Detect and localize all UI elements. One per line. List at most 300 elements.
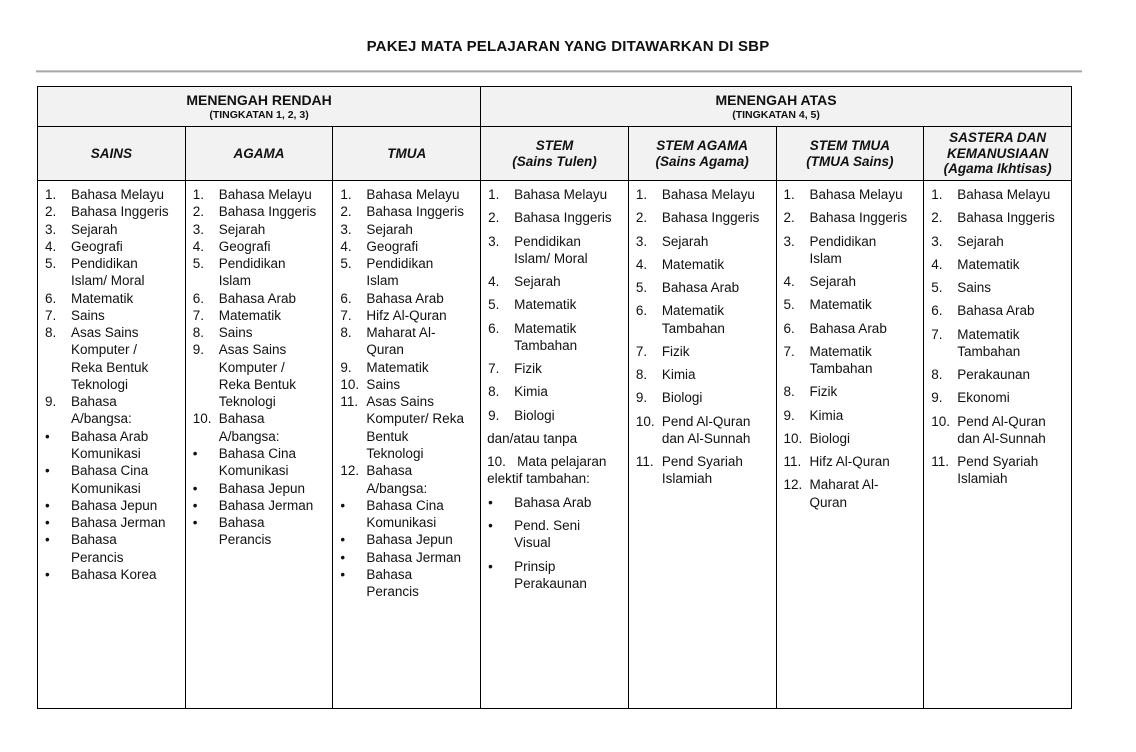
item-marker: 2. xyxy=(488,210,500,226)
subject-item xyxy=(337,307,467,324)
item-marker: 4. xyxy=(45,238,57,254)
item-text: Bahasa Arab xyxy=(809,320,887,336)
item-text: Bahasa Arab xyxy=(661,280,740,296)
level-subtitle: (TINGKATAN 4, 5) xyxy=(732,109,820,121)
item-marker: 10. xyxy=(783,430,803,446)
item-marker: 3. xyxy=(192,221,204,237)
item-marker: 10. xyxy=(340,376,360,392)
subject-item xyxy=(928,453,1058,488)
item-text: Bahasa A/bangsa: xyxy=(218,411,280,444)
subject-item xyxy=(928,389,1058,406)
subject-item xyxy=(928,279,1058,296)
subject-item xyxy=(485,407,615,424)
item-text: Matematik xyxy=(218,307,281,323)
item-marker: 4. xyxy=(488,274,500,290)
subject-item: dan/atau tanpa xyxy=(487,430,578,446)
item-marker: 9. xyxy=(635,390,648,406)
item-text: Pend Al-Quran dan Al-Sunnah xyxy=(661,413,751,446)
item-text: Sains xyxy=(957,280,991,296)
subject-item xyxy=(190,255,320,290)
package-header-line: (Sains Tulen) xyxy=(512,153,597,169)
item-text: Sains xyxy=(71,307,105,323)
item-marker: 7. xyxy=(635,343,648,359)
subject-item xyxy=(485,360,615,377)
item-text: Pend Syariah Islamiah xyxy=(957,454,1039,487)
subject-item xyxy=(633,453,763,488)
item-text: Bahasa Jepun xyxy=(366,532,453,548)
subject-item xyxy=(42,307,172,324)
item-marker: 1. xyxy=(340,187,352,202)
item-marker: 9. xyxy=(45,394,57,410)
subject-item xyxy=(485,320,615,355)
item-marker: 4. xyxy=(340,238,352,254)
item-marker: 10. xyxy=(192,411,212,427)
item-marker: 9. xyxy=(192,342,204,358)
subject-item xyxy=(485,517,615,552)
subject-item xyxy=(42,428,172,463)
subject-item xyxy=(781,430,911,447)
subject-item xyxy=(633,366,763,383)
subject-item xyxy=(190,290,320,307)
subject-item xyxy=(928,326,1058,361)
subject-item xyxy=(190,221,320,238)
subject-list xyxy=(633,186,763,488)
package-header-line: (Agama Ikhtisas) xyxy=(943,161,1052,177)
item-text: Matematik xyxy=(514,297,577,313)
subject-item xyxy=(485,186,615,203)
subject-item xyxy=(485,209,615,226)
subject-item xyxy=(485,233,615,268)
subject-cell-sains xyxy=(38,181,186,709)
title-divider xyxy=(36,70,1082,73)
package-header-line: STEM TMUA xyxy=(809,137,890,153)
item-marker: 1. xyxy=(635,187,648,202)
item-marker: • xyxy=(488,517,493,533)
item-text: Bahasa Jerman xyxy=(71,515,166,531)
item-text: Bahasa Inggeris xyxy=(366,204,464,220)
subject-item xyxy=(781,233,911,268)
package-header-line: AGAMA xyxy=(233,145,285,161)
item-text: Sejarah xyxy=(366,221,413,237)
subject-item xyxy=(633,389,763,406)
item-text: Geografi xyxy=(218,238,271,254)
item-marker: • xyxy=(488,494,493,510)
level-subtitle: (TINGKATAN 1, 2, 3) xyxy=(209,109,309,121)
item-marker: • xyxy=(488,558,493,574)
item-marker: 9. xyxy=(340,359,352,375)
item-text: Pendidikan Islam/ Moral xyxy=(71,256,145,289)
subject-item xyxy=(42,290,172,307)
item-text: Pend Syariah Islamiah xyxy=(661,454,743,487)
item-text: Hifz Al-Quran xyxy=(809,454,890,470)
item-text: Bahasa Melayu xyxy=(809,187,903,202)
item-marker: 12. xyxy=(340,463,360,479)
item-text: Bahasa Melayu xyxy=(366,187,460,202)
item-text: Fizik xyxy=(514,361,542,377)
subject-item xyxy=(337,238,467,255)
item-marker: 1. xyxy=(192,187,204,202)
item-marker: 8. xyxy=(635,367,648,383)
item-marker: 6. xyxy=(931,303,943,319)
item-text: Biologi xyxy=(514,407,555,423)
item-marker: 6. xyxy=(635,303,648,319)
item-marker: 5. xyxy=(340,256,352,272)
subject-packages-table xyxy=(37,86,1072,709)
package-header-tmua xyxy=(333,127,481,181)
item-text: Kimia xyxy=(809,407,844,423)
subject-item xyxy=(337,186,467,203)
item-text: Matematik xyxy=(809,297,872,313)
item-text: Sejarah xyxy=(957,233,1004,249)
item-marker: 8. xyxy=(931,367,943,383)
item-marker: 6. xyxy=(192,290,204,306)
subject-cell-sastera xyxy=(924,181,1072,709)
subject-item xyxy=(928,186,1058,203)
item-marker: 10. xyxy=(931,413,950,429)
subject-item xyxy=(781,209,911,226)
item-text: Matematik xyxy=(366,359,429,375)
subject-item: 10. Mata pelajaran elektif tambahan: xyxy=(487,454,607,487)
subject-item xyxy=(485,558,615,593)
item-marker: 4. xyxy=(783,274,795,290)
item-text: Hifz Al-Quran xyxy=(366,307,447,323)
item-text: Bahasa Melayu xyxy=(957,187,1051,202)
subject-item xyxy=(190,203,320,220)
package-header-stem-tmua xyxy=(776,127,924,181)
package-header-stem-agama xyxy=(628,127,776,181)
subject-item xyxy=(781,476,911,511)
item-marker: 8. xyxy=(488,384,500,400)
item-text: Sains xyxy=(366,376,401,392)
item-text: Asas Sains Komputer / Reka Bentuk Teknologi xyxy=(218,342,296,410)
subject-item xyxy=(781,320,911,337)
subject-list xyxy=(485,186,615,592)
subject-item xyxy=(42,566,172,583)
subject-item xyxy=(781,296,911,313)
item-text: Biologi xyxy=(661,390,703,406)
subject-item xyxy=(337,290,467,307)
item-marker: • xyxy=(192,515,198,531)
item-marker: • xyxy=(340,566,346,582)
item-marker: 8. xyxy=(192,325,204,341)
subject-item xyxy=(190,186,320,203)
subject-item xyxy=(42,221,172,238)
item-text: Sejarah xyxy=(71,221,118,237)
item-text: Pendidikan Islam/ Moral xyxy=(514,233,588,266)
item-marker: 5. xyxy=(783,297,795,313)
item-marker: 2. xyxy=(192,204,204,220)
subject-list xyxy=(928,186,1058,488)
subject-item xyxy=(42,324,172,393)
item-text: Bahasa Melayu xyxy=(661,187,755,202)
level-header-menengah-atas xyxy=(481,87,1072,127)
item-text: Bahasa Korea xyxy=(71,566,157,582)
subject-item xyxy=(633,279,763,296)
subject-cell-tmua xyxy=(333,181,481,709)
item-marker: 1. xyxy=(783,187,795,202)
item-marker: 6. xyxy=(45,290,57,306)
item-marker: 5. xyxy=(635,280,648,296)
item-marker: • xyxy=(45,497,50,513)
item-text: Prinsip Perakaunan xyxy=(514,558,587,591)
package-header-line: TMUA xyxy=(387,145,427,161)
package-header-line: STEM AGAMA xyxy=(656,137,749,153)
item-marker: 9. xyxy=(488,407,500,423)
subject-item xyxy=(337,549,467,566)
item-marker: 3. xyxy=(783,233,795,249)
item-text: Asas Sains Komputer/ Reka Bentuk Teknologi xyxy=(366,394,464,461)
item-marker: 7. xyxy=(783,343,795,359)
subject-item xyxy=(781,383,911,400)
item-text: Matematik Tambahan xyxy=(957,326,1021,359)
subject-item xyxy=(485,494,615,511)
item-marker: 7. xyxy=(931,326,943,342)
item-text: Bahasa Jerman xyxy=(366,549,461,565)
item-text: Bahasa Inggeris xyxy=(661,210,760,226)
subject-item xyxy=(42,203,172,220)
item-marker: 11. xyxy=(340,394,359,410)
item-text: Bahasa A/bangsa: xyxy=(366,463,428,496)
item-text: Biologi xyxy=(809,430,851,446)
item-text: Bahasa Inggeris xyxy=(71,204,169,220)
level-title: MENENGAH RENDAH xyxy=(186,92,332,108)
subject-item xyxy=(781,186,911,203)
subject-item xyxy=(781,343,911,378)
subject-list xyxy=(190,186,320,549)
item-marker: 5. xyxy=(45,256,57,272)
subject-item xyxy=(928,256,1058,273)
subject-item xyxy=(190,445,320,480)
item-text: Matematik xyxy=(661,256,725,272)
item-text: Sejarah xyxy=(514,274,561,290)
item-marker: 7. xyxy=(192,307,204,323)
item-marker: 9. xyxy=(783,407,795,423)
subject-list xyxy=(781,186,911,511)
subject-item xyxy=(190,514,320,549)
subject-cell-stem-tmua xyxy=(776,181,924,709)
item-marker: 3. xyxy=(635,233,648,249)
item-text: Fizik xyxy=(661,343,690,359)
item-marker: • xyxy=(45,463,50,479)
item-marker: 8. xyxy=(783,384,795,400)
subject-item xyxy=(928,413,1058,448)
item-marker: 3. xyxy=(488,233,500,249)
item-marker: • xyxy=(340,497,346,513)
subject-item xyxy=(42,238,172,255)
item-text: Sejarah xyxy=(218,221,266,237)
item-text: Matematik xyxy=(71,290,134,306)
item-marker: 11. xyxy=(783,454,802,470)
subject-item xyxy=(485,296,615,313)
item-marker: • xyxy=(192,480,198,496)
subject-item xyxy=(337,324,467,359)
item-marker: 5. xyxy=(192,256,204,272)
item-text: Bahasa Inggeris xyxy=(218,204,317,220)
package-header-row xyxy=(38,127,1072,181)
subject-item xyxy=(190,480,320,497)
item-text: Geografi xyxy=(71,238,123,254)
subject-item xyxy=(337,255,467,290)
item-marker: 7. xyxy=(45,307,57,323)
item-text: Bahasa Arab xyxy=(366,290,444,306)
package-header-line: SAINS xyxy=(90,145,132,161)
item-marker: 11. xyxy=(635,454,654,470)
subject-cell-agama xyxy=(185,181,333,709)
item-text: Bahasa Arab xyxy=(957,303,1035,319)
item-marker: 1. xyxy=(931,187,943,202)
subject-item xyxy=(781,273,911,290)
item-text: Sejarah xyxy=(809,274,857,290)
item-text: Matematik Tambahan xyxy=(661,303,725,336)
subject-item xyxy=(485,273,615,290)
item-text: Sains xyxy=(218,325,253,341)
item-marker: 4. xyxy=(192,238,204,254)
item-marker: 2. xyxy=(931,210,943,226)
subject-item xyxy=(190,307,320,324)
item-text: Fizik xyxy=(809,384,838,400)
item-text: Bahasa Inggeris xyxy=(514,210,612,226)
subject-item xyxy=(633,343,763,360)
item-marker: • xyxy=(45,515,50,531)
item-marker: 12. xyxy=(783,477,803,493)
item-marker: 6. xyxy=(488,320,500,336)
item-marker: 2. xyxy=(783,210,795,226)
item-text: Bahasa Perancis xyxy=(218,515,272,548)
item-text: Maharat Al-Quran xyxy=(366,325,436,358)
subject-item xyxy=(337,566,467,601)
item-marker: • xyxy=(45,428,50,444)
item-marker: 2. xyxy=(635,210,648,226)
item-marker: 10. xyxy=(635,413,655,429)
subject-item xyxy=(42,186,172,203)
package-header-line: (TMUA Sains) xyxy=(806,153,894,169)
item-text: Pendidikan Islam xyxy=(809,233,877,266)
item-text: Matematik Tambahan xyxy=(514,320,578,353)
item-text: Maharat Al-Quran xyxy=(809,477,879,510)
subject-item xyxy=(337,221,467,238)
subject-item xyxy=(928,302,1058,319)
item-text: Pend Al-Quran dan Al-Sunnah xyxy=(957,413,1046,446)
subject-item xyxy=(633,186,763,203)
item-text: Matematik Tambahan xyxy=(809,343,873,377)
package-header-stem xyxy=(481,127,629,181)
subject-item xyxy=(190,410,320,445)
item-text: Pend. Seni Visual xyxy=(514,517,581,551)
item-text: Bahasa Melayu xyxy=(218,187,312,202)
subject-item xyxy=(42,462,172,497)
package-header-sains xyxy=(38,127,186,181)
item-marker: 6. xyxy=(783,320,795,336)
item-text: Bahasa Inggeris xyxy=(957,210,1055,226)
item-marker: • xyxy=(45,566,50,582)
package-header-agama xyxy=(185,127,333,181)
item-marker: • xyxy=(192,445,198,461)
subject-item xyxy=(633,256,763,273)
subject-item xyxy=(337,376,467,393)
item-marker: 8. xyxy=(340,325,352,341)
item-marker: • xyxy=(340,549,346,565)
item-marker: 3. xyxy=(931,233,943,249)
subject-item xyxy=(928,233,1058,250)
subject-item xyxy=(42,514,172,531)
item-text: Kimia xyxy=(514,384,548,400)
subject-cell-stem-agama xyxy=(628,181,776,709)
item-marker: 3. xyxy=(340,221,352,237)
package-header-line: SASTERA DAN xyxy=(949,129,1047,145)
package-header-sastera xyxy=(924,127,1072,181)
item-text: Bahasa A/bangsa: xyxy=(71,394,132,427)
item-marker: 2. xyxy=(45,204,57,220)
subject-item xyxy=(190,238,320,255)
subject-cell-stem xyxy=(481,181,629,709)
item-text: Bahasa Arab xyxy=(514,494,592,510)
item-marker: 3. xyxy=(45,221,57,237)
package-header-line: (Sains Agama) xyxy=(655,153,749,169)
item-marker: 11. xyxy=(931,454,949,470)
item-text: Bahasa Perancis xyxy=(366,566,419,600)
item-text: Bahasa Cina Komunikasi xyxy=(71,463,149,496)
item-text: Bahasa Melayu xyxy=(71,187,165,202)
item-text: Bahasa Jepun xyxy=(71,497,158,513)
item-marker: 9. xyxy=(931,390,943,406)
subject-item xyxy=(633,209,763,226)
page-title: PAKEJ MATA PELAJARAN YANG DITAWARKAN DI SBP xyxy=(366,38,770,55)
item-text: Bahasa Arab Komunikasi xyxy=(71,428,149,461)
item-marker: 5. xyxy=(931,280,943,296)
item-text: Asas Sains Komputer / Reka Bentuk Teknologi xyxy=(71,325,149,392)
item-text: Kimia xyxy=(661,367,696,383)
item-text: Bahasa Melayu xyxy=(514,187,608,202)
item-text: Geografi xyxy=(366,238,419,254)
item-marker: • xyxy=(192,497,198,513)
subject-item xyxy=(337,203,467,220)
subject-list xyxy=(42,186,172,583)
item-marker: 5. xyxy=(488,297,500,313)
subject-item xyxy=(633,233,763,250)
level-header-menengah-rendah xyxy=(38,87,481,127)
item-marker: 6. xyxy=(340,290,352,306)
item-text: Bahasa Cina Komunikasi xyxy=(366,497,444,531)
item-text: Perakaunan xyxy=(957,367,1031,383)
item-text: Pendidikan Islam xyxy=(218,256,286,289)
item-marker: 1. xyxy=(488,187,500,202)
item-marker: 7. xyxy=(340,307,352,323)
subject-item xyxy=(337,531,467,548)
subject-item xyxy=(190,324,320,341)
subject-item xyxy=(633,413,763,448)
subject-item xyxy=(190,497,320,514)
item-text: Bahasa Perancis xyxy=(71,532,124,565)
subject-item xyxy=(781,453,911,470)
item-marker: 7. xyxy=(488,361,500,377)
item-marker: • xyxy=(45,532,50,548)
item-text: Matematik xyxy=(957,256,1020,272)
subject-item xyxy=(42,255,172,290)
item-text: Bahasa Arab xyxy=(218,290,297,306)
subject-item xyxy=(337,359,467,376)
package-header-line: KEMANUSIAAN xyxy=(946,145,1049,161)
subject-item xyxy=(42,497,172,514)
subject-item xyxy=(928,209,1058,226)
item-text: Bahasa Inggeris xyxy=(809,210,908,226)
item-text: Ekonomi xyxy=(957,390,1010,406)
item-marker: 4. xyxy=(635,256,648,272)
package-header-line: STEM xyxy=(535,137,574,153)
item-marker: • xyxy=(340,532,346,548)
item-text: Bahasa Jerman xyxy=(218,497,314,513)
subject-item xyxy=(928,366,1058,383)
item-text: Pendidikan Islam xyxy=(366,256,434,289)
